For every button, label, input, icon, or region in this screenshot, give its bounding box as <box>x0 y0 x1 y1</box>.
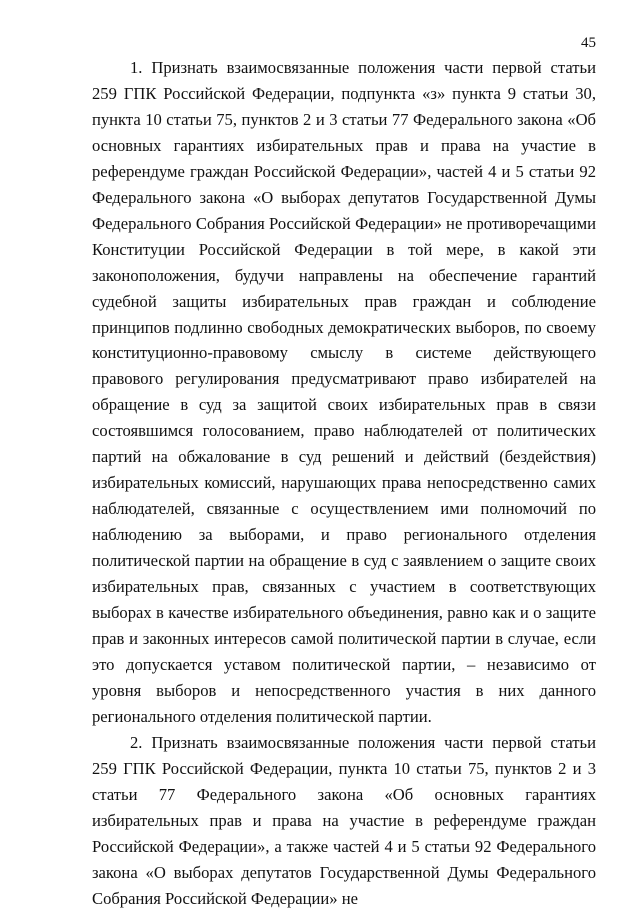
paragraph-2: 2. Признать взаимосвязанные положения части первой статьи 259 ГПК Российской Федерации, пункта 10 статьи 75, пунктов 2 и 3 статьи 77 Федерального закона «Об основных гарантиях избирательных прав и права на участие в референдуме граждан Российской Федерации», а также частей 4 и 5 статьи 92 Федерального закона «О выборах депутатов Государственной Думы Федерального Собрания Российской Федерации» не <box>92 732 596 908</box>
page-number: 45 <box>581 35 596 51</box>
document-body <box>92 55 596 911</box>
paragraph-1: 1. Признать взаимосвязанные положения части первой статьи 259 ГПК Российской Федерации, подпункта «з» пункта 9 статьи 30, пункта 10 статьи 75, пунктов 2 и 3 статьи 77 Федерального закона «Об основных гарантиях избирательных прав и права на участие в референдуме граждан Российской Федерации», частей 4 и 5 статьи 92 Федерального закона «О выборах депутатов Государственной Думы Федерального Собрания Российской Федерации» не противоречащими Конституции Российской Федерации в той мере, в какой эти законоположения, будучи направлены на обеспечение гарантий судебной защиты избирательных прав граждан и соблюдение принципов подлинно свободных демократических выборов, по своему конституционно-правовому смыслу в системе действующего правового регулирования предусматривают право избирателей на обращение в суд за защитой своих избирательных прав в связи состоявшимся голосованием, право наблюдателей от политических партий на обжалование в суд решений и действий (бездействия) избирательных комиссий, нарушающих права непосредственно самих наблюдателей, связанные с осуществлением ими полномочий по наблюдению за выборами, и право регионального отделения политической партии на обращение в суд с заявлением о защите своих избирательных прав, связанных с участием в соответствующих выборах в качестве избирательного объединения, равно как и о защите прав и законных интересов самой политической партии в случае, если это допускается уставом политической партии, – независимо от уровня выборов и непосредственного участия в них данного регионального отделения политической партии. <box>92 58 596 726</box>
